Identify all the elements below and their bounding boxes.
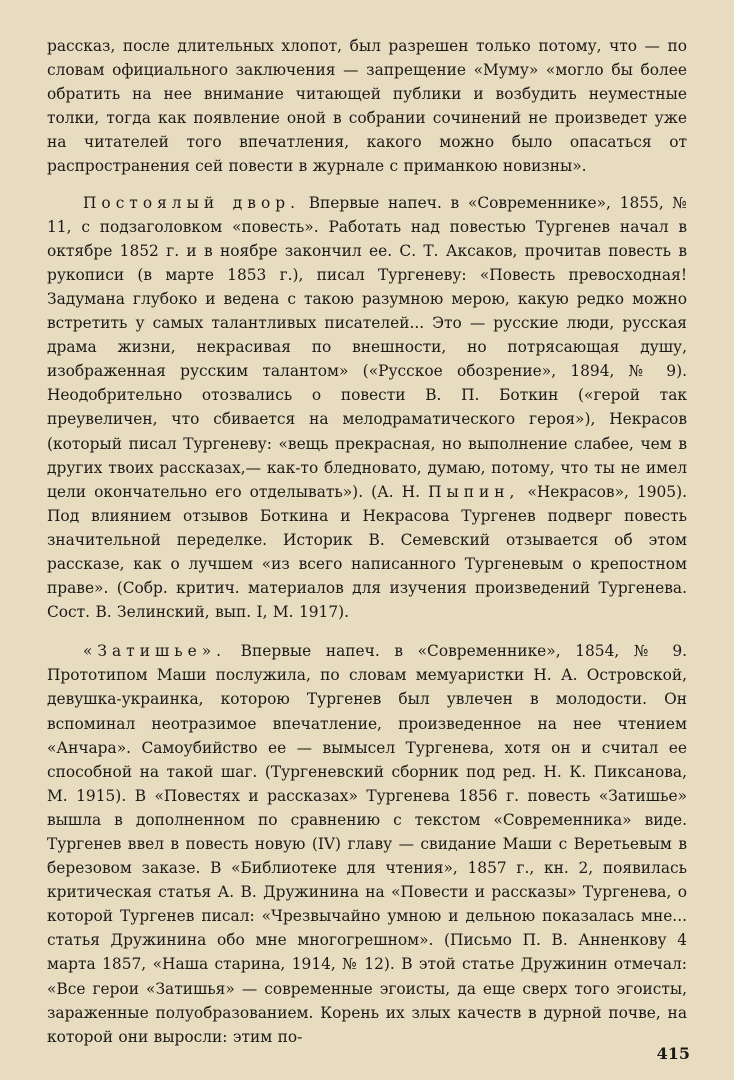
paragraph-text: рассказ, после длительных хлопот, был разрешен только потому, что — по словам официального заключения — запрещение «Муму» «могло бы более обратить на нее внимание читающей публики и возбудить неуместные толки, тогда как появление оной в собрании сочинений не произведет уже на читателей того впечатления, какого можно было опасаться от распространения сей повести в журнале с приманкою новизны».	[47, 37, 687, 176]
paragraph-postoyaly-dvor	[47, 191, 687, 625]
page-body	[47, 34, 687, 1054]
paragraph-text-cont: «Некрасов», 1905). Под влиянием отзывов Боткина и Некрасова Тургенев подверг повесть значительной переделке. Историк В. Семевский отзывается об этом рассказе, как о лучшем «из всего написанного Тургеневым о крепостном праве». (Собр. критич. материалов для изучения произведений Тургенева. Сост. В. Зелинский, вып. I, М. 1917).	[47, 482, 687, 622]
paragraph-text: Впервые напеч. в «Современнике», 1855, № 11, с подзаголовком «повесть». Работать над повестью Тургенев начал в октябре 1852 г. и в ноябре закончил ее. С. Т. Аксаков, прочитав повесть в рукописи (в марте 1853 г.), писал Тургеневу: «Повесть превосходная! Задумана глубоко и ведена с такою разумною мерою, какую редко можно встретить у самых талантливых писателей... Это — русские люди, русская драма жизни, некрасивая по внешности, но потрясающая душу, изображенная русским талантом» («Русское обозрение», 1894, № 9). Неодобрительно отозвались о повести В. П. Боткин («герой так преувеличен, что сбивается на мелодраматического героя»), Некрасов (который писал Тургеневу: «вещь прекрасная, но выполнение слабее, чем в других твоих рассказах,— как-то бледновато, думаю, потому, что ты не имел цели окончательно его отделывать»). (А. Н.	[47, 193, 687, 501]
author-name: Пыпин,	[428, 482, 520, 501]
paragraph-zatishye	[47, 639, 687, 1049]
page-number: 415	[656, 1044, 690, 1063]
section-title: Постоялый двор.	[83, 193, 300, 212]
section-title: «Затишье».	[83, 642, 227, 661]
paragraph-text: Впервые напеч. в «Современнике», 1854, № 9. Прототипом Маши послужила, по словам мемуаристки Н. А. Островской, девушка-украинка, которою Тургенев был увлечен в молодости. Он вспоминал неотразимое впечатление, произведенное на нее чтением «Анчара». Самоубийство ее — вымысел Тургенева, хотя он и считал ее способной на такой шаг. (Тургеневский сборник под ред. Н. К. Пиксанова, М. 1915). В «Повестях и рассказах» Тургенева 1856 г. повесть «Затишье» вышла в дополненном по сравнению с текстом «Современника» виде. Тургенев ввел в повесть новую (IV) главу — свидание Маши с Веретьевым в березовом заказе. В «Библиотеке для чтения», 1857 г., кн. 2, появилась критическая статья А. В. Дружинина на «Повести и рассказы» Тургенева, о которой Тургенев писал: «Чрезвычайно умною и дельною показалась мне... статья Дружинина обо мне многогрешном». (Письмо П. В. Анненкову 4 марта 1857, «Наша старина, 1914, № 12). В этой статье Дружинин отмечал: «Все герои «Затишья» — современные эгоисты, да еще сверх того эгоисты, зараженные полуобразованием. Корень их злых качеств в дурной почве, на которой они выросли: этим по-	[47, 642, 687, 1046]
paragraph-mumu-continuation	[47, 34, 687, 179]
